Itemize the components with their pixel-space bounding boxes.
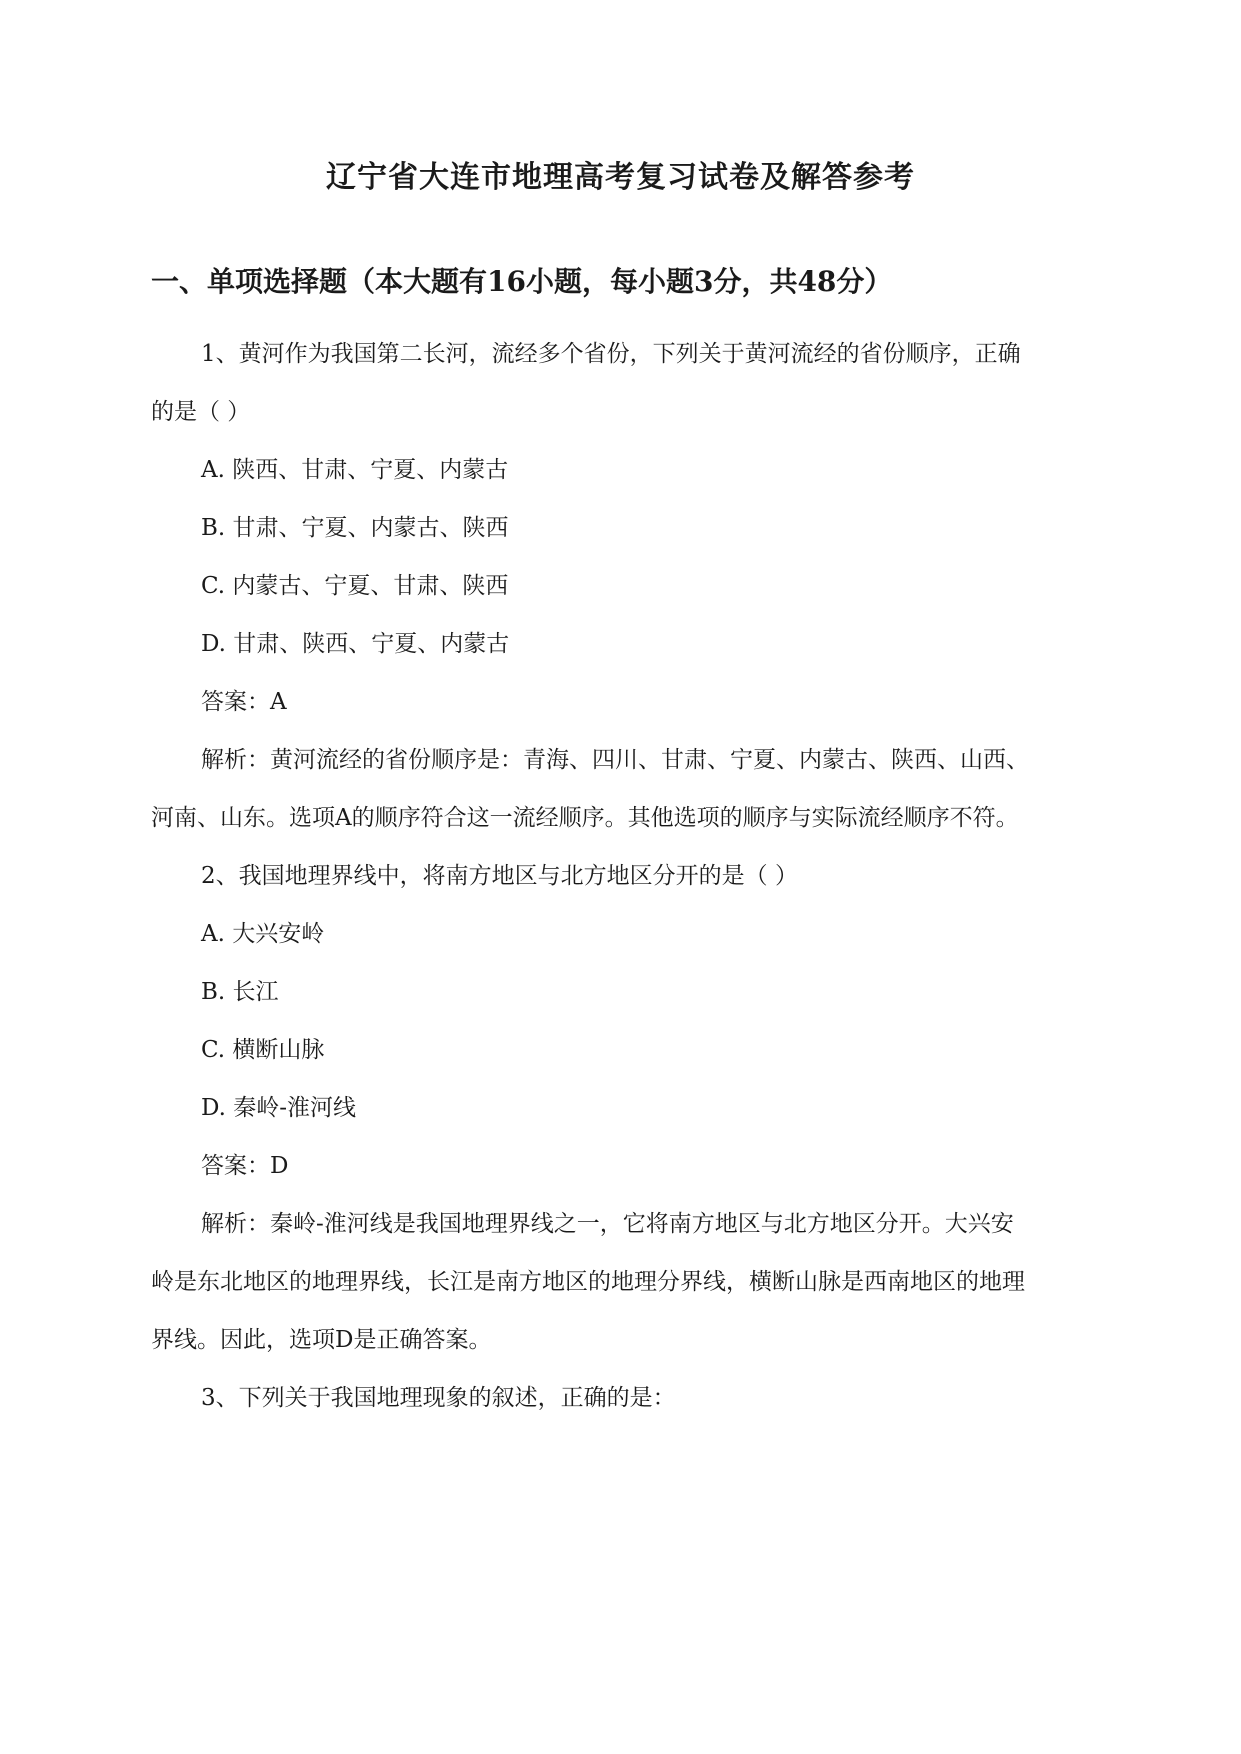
q1-analysis-line-1: 解析：黄河流经的省份顺序是：青海、四川、甘肃、宁夏、内蒙古、陕西、山西、 xyxy=(201,747,1029,773)
q1-option-a: A. 陕西、甘肃、宁夏、内蒙古 xyxy=(201,457,509,483)
q2-option-d: D. 秦岭-淮河线 xyxy=(201,1095,357,1121)
q2-analysis-line-2: 岭是东北地区的地理界线，长江是南方地区的地理分界线，横断山脉是西南地区的地理 xyxy=(151,1269,1025,1295)
q1-analysis-line-2: 河南、山东。选项A的顺序符合这一流经顺序。其他选项的顺序与实际流经顺序不符。 xyxy=(151,805,1019,831)
document-title: 辽宁省大连市地理高考复习试卷及解答参考 xyxy=(326,160,915,195)
section-heading: 一、单项选择题（本大题有16小题，每小题3分，共48分） xyxy=(151,265,893,298)
q2-analysis-line-1: 解析：秦岭-淮河线是我国地理界线之一，它将南方地区与北方地区分开。大兴安 xyxy=(201,1211,1014,1237)
q2-analysis-line-3: 界线。因此，选项D是正确答案。 xyxy=(151,1327,492,1353)
q1-stem-line-1: 1、黄河作为我国第二长河，流经多个省份，下列关于黄河流经的省份顺序，正确 xyxy=(201,341,1021,367)
q2-option-b: B. 长江 xyxy=(201,979,279,1005)
q1-stem-line-2: 的是（ ） xyxy=(151,399,251,425)
q1-option-b: B. 甘肃、宁夏、内蒙古、陕西 xyxy=(201,515,509,541)
q3-stem: 3、下列关于我国地理现象的叙述，正确的是： xyxy=(201,1385,676,1411)
q2-option-a: A. 大兴安岭 xyxy=(201,921,325,947)
q1-option-c: C. 内蒙古、宁夏、甘肃、陕西 xyxy=(201,573,509,599)
q2-stem: 2、我国地理界线中，将南方地区与北方地区分开的是（ ） xyxy=(201,863,798,889)
q1-answer: 答案：A xyxy=(201,689,287,715)
q1-option-d: D. 甘肃、陕西、宁夏、内蒙古 xyxy=(201,631,510,657)
q2-option-c: C. 横断山脉 xyxy=(201,1037,325,1063)
q2-answer: 答案：D xyxy=(201,1153,289,1179)
